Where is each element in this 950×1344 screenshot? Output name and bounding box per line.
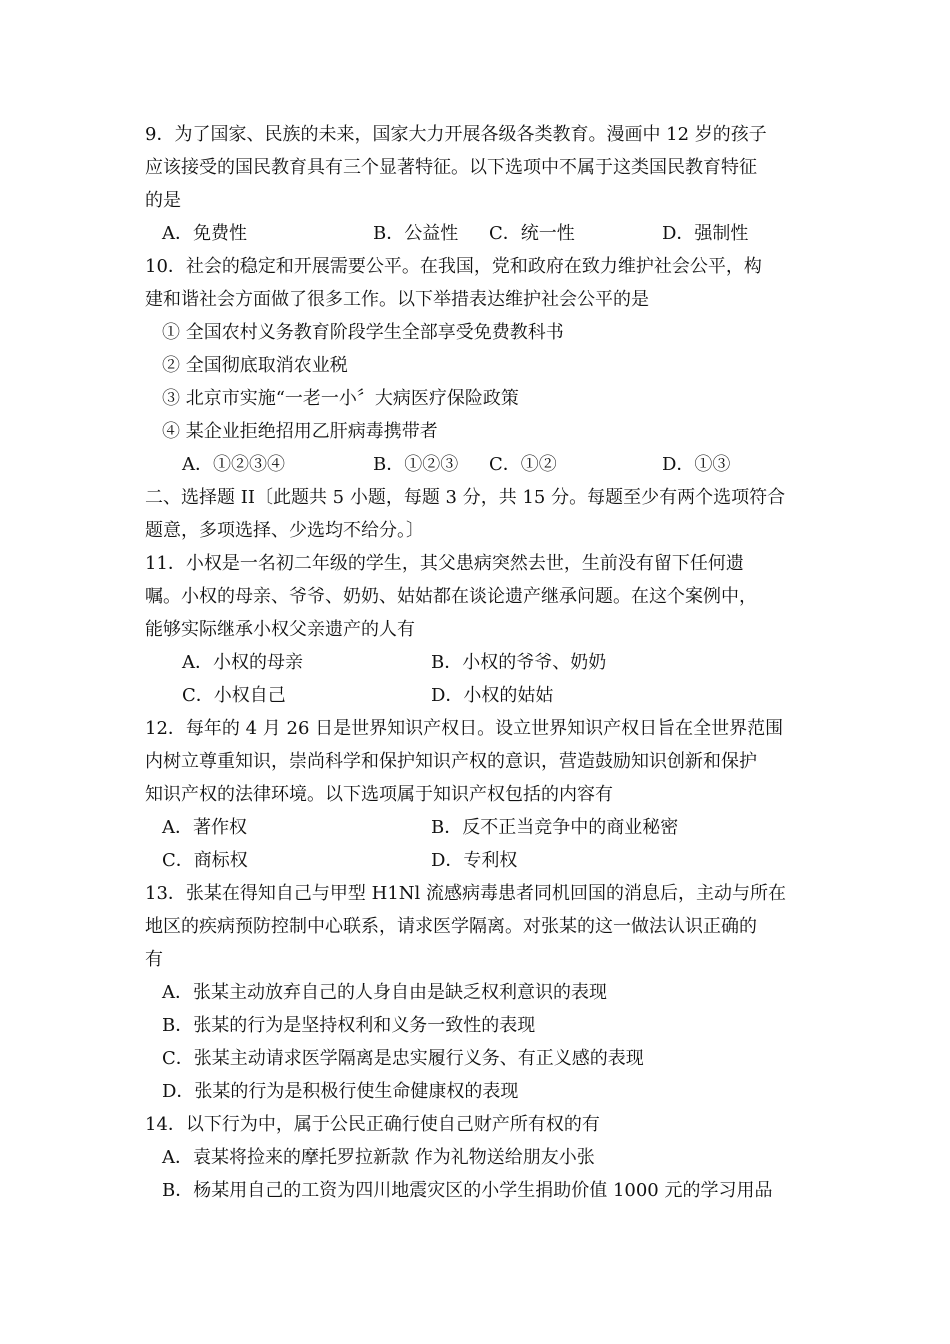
q13-option-d: D．张某的行为是积极行使生命健康权的表现 — [162, 1081, 519, 1102]
q11-option-a: A．小权的母亲 — [182, 652, 303, 673]
q12-option-b: B．反不正当竞争中的商业秘密 — [431, 817, 679, 838]
q11-stem-line-1: 11．小权是一名初二年级的学生，其父患病突然去世，生前没有留下任何遗 — [145, 553, 744, 574]
q10-option-d: D．①③ — [662, 454, 731, 475]
q11-option-b: B．小权的爷爷、奶奶 — [431, 652, 607, 673]
q14-option-a: A．袁某将捡来的摩托罗拉新款 作为礼物送给朋友小张 — [162, 1147, 595, 1168]
section-2-heading-line-2: 题意，多项选择、少选均不给分。〕 — [145, 520, 424, 541]
q10-stem-line-1: 10．社会的稳定和开展需要公平。在我国，党和政府在致力维护社会公平，构 — [145, 256, 762, 277]
q11-stem-line-3: 能够实际继承小权父亲遗产的人有 — [145, 619, 415, 640]
q9-option-a: A．免费性 — [162, 223, 247, 244]
q9-stem-line-1: 9．为了国家、民族的未来，国家大力开展各级各类教育。漫画中 12 岁的孩子 — [145, 124, 767, 145]
q10-item-4: ④ 某企业拒绝招用乙肝病毒携带者 — [162, 421, 438, 442]
q12-option-d: D．专利权 — [431, 850, 518, 871]
q10-option-a: A．①②③④ — [182, 454, 285, 475]
q9-option-d: D．强制性 — [662, 223, 749, 244]
q12-stem-line-1: 12．每年的 4 月 26 日是世界知识产权日。设立世界知识产权日旨在全世界范围 — [145, 718, 784, 739]
section-2-heading-line-1: 二、选择题 II〔此题共 5 小题，每题 3 分，共 15 分。每题至少有两个选项符合 — [145, 487, 786, 508]
q11-stem-line-2: 嘱。小权的母亲、爷爷、奶奶、姑姑都在谈论遗产继承问题。在这个案例中， — [145, 586, 757, 607]
q13-option-b: B．张某的行为是坚持权利和义务一致性的表现 — [162, 1015, 536, 1036]
q13-stem-line-3: 有 — [145, 949, 163, 970]
q12-option-a: A．著作权 — [162, 817, 247, 838]
q13-stem-line-1: 13．张某在得知自己与甲型 H1Nl 流感病毒患者同机回国的消息后，主动与所在 — [145, 883, 787, 904]
q10-option-c: C．①② — [489, 454, 557, 475]
q10-stem-line-2: 建和谐社会方面做了很多工作。以下举措表达维护社会公平的是 — [145, 289, 649, 310]
q10-item-2: ② 全国彻底取消农业税 — [162, 355, 348, 376]
q9-stem-line-3: 的是 — [145, 190, 181, 211]
q11-option-c: C．小权自己 — [182, 685, 286, 706]
q12-stem-line-2: 内树立尊重知识，崇尚科学和保护知识产权的意识，营造鼓励知识创新和保护 — [145, 751, 757, 772]
q13-option-a: A．张某主动放弃自己的人身自由是缺乏权利意识的表现 — [162, 982, 607, 1003]
q14-option-b: B．杨某用自己的工资为四川地震灾区的小学生捐助价值 1000 元的学习用品 — [162, 1180, 773, 1201]
q9-option-c: C．统一性 — [489, 223, 575, 244]
q9-stem-line-2: 应该接受的国民教育具有三个显著特征。以下选项中不属于这类国民教育特征 — [145, 157, 757, 178]
q13-stem-line-2: 地区的疾病预防控制中心联系，请求医学隔离。对张某的这一做法认识正确的 — [145, 916, 757, 937]
q10-option-b: B．①②③ — [373, 454, 459, 475]
q14-stem-line-1: 14．以下行为中，属于公民正确行使自己财产所有权的有 — [145, 1114, 600, 1135]
q13-option-c: C．张某主动请求医学隔离是忠实履行义务、有正义感的表现 — [162, 1048, 644, 1069]
q12-option-c: C．商标权 — [162, 850, 248, 871]
q10-item-3: ③ 北京市实施“一老一小〞大病医疗保险政策 — [162, 388, 519, 409]
q11-option-d: D．小权的姑姑 — [431, 685, 554, 706]
q10-item-1: ① 全国农村义务教育阶段学生全部享受免费教科书 — [162, 322, 564, 343]
q12-stem-line-3: 知识产权的法律环境。以下选项属于知识产权包括的内容有 — [145, 784, 613, 805]
q9-option-b: B．公益性 — [373, 223, 459, 244]
